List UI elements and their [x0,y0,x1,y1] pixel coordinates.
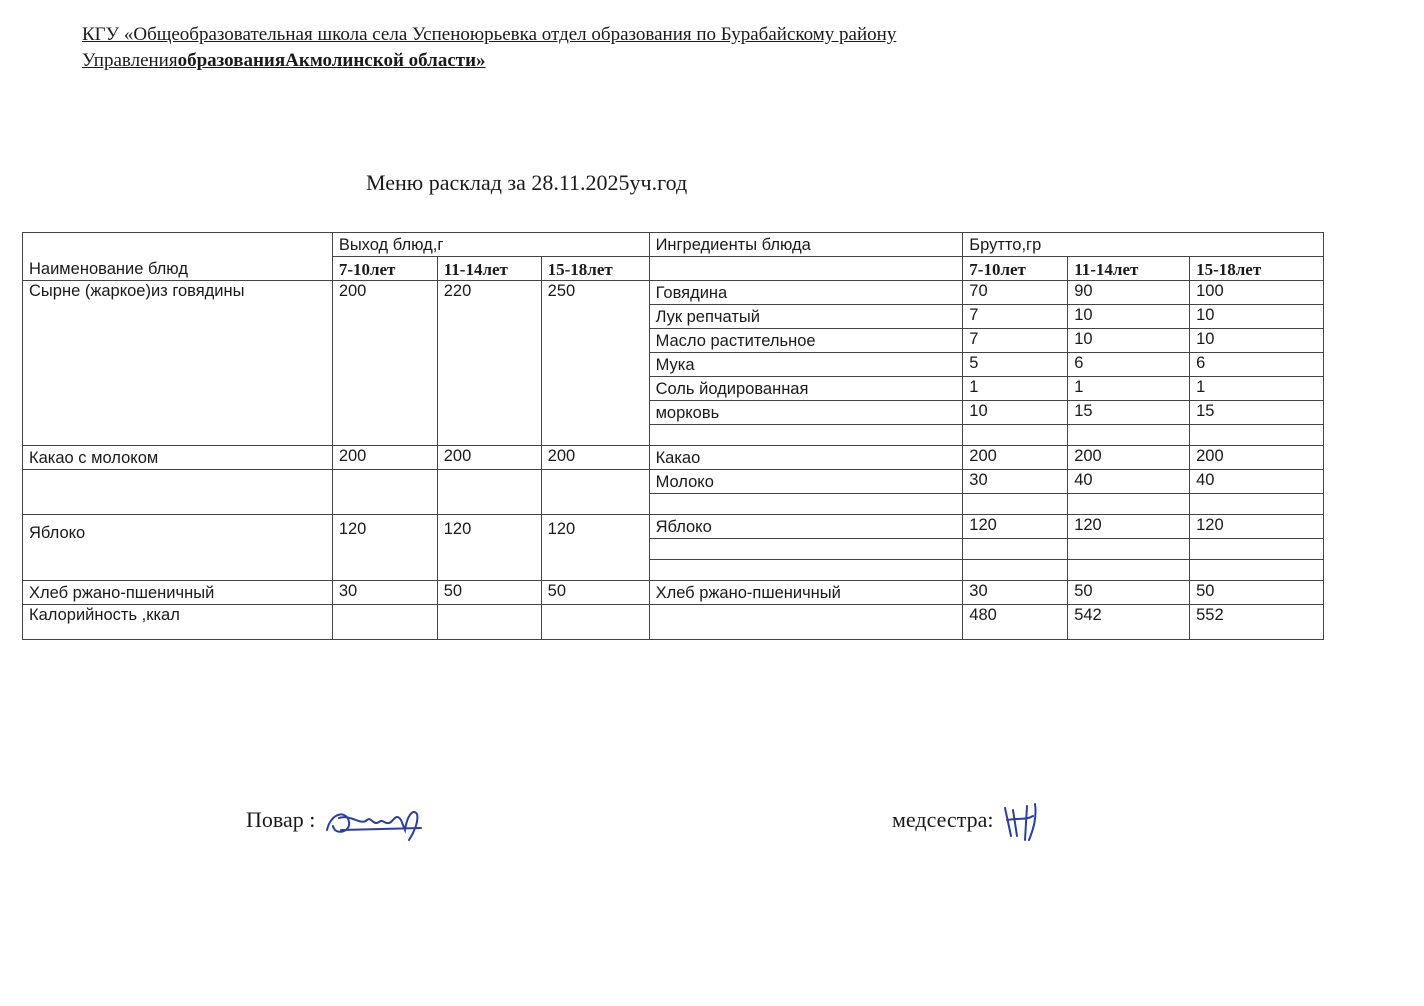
dish-output-3: 50 [541,581,649,605]
ingredient-gross-2: 90 [1068,281,1190,305]
nurse-signature-block [892,800,1049,844]
ingredient-gross-2: 10 [1068,329,1190,353]
nurse-label: медсестра: [892,807,994,833]
dish-name: Сырне (жаркое)из говядины [23,281,333,446]
ingredient-gross-1: 30 [963,470,1068,494]
page-title: Меню расклад за 28.11.2025уч.год [366,170,688,195]
ingredient-gross-3: 1 [1190,377,1324,401]
ingredient-gross-3: 10 [1190,329,1324,353]
ingredient-gross-2: 10 [1068,305,1190,329]
ingredient-gross-1: 200 [963,446,1068,470]
calories-value-1: 480 [963,605,1068,640]
header-gross-age-3: 15-18лет [1190,257,1324,281]
ingredient-gross-1: 5 [963,353,1068,377]
header-output-age-3: 15-18лет [541,257,649,281]
menu-table [22,232,1324,640]
dish-name: Яблоко [23,515,333,581]
table-row [23,581,1324,605]
ingredient-gross-3: 40 [1190,470,1324,494]
dish-output-2: 220 [437,281,541,446]
ingredient-name: Молоко [649,470,963,494]
ingredient-gross-3: 200 [1190,446,1324,470]
header-line-1: КГУ «Общеобразовательная школа села Успеноюрьевка отдел образования по Бурабайскому району [82,24,897,45]
ingredient-gross-2: 6 [1068,353,1190,377]
calories-row [23,605,1324,640]
ingredient-gross-2: 1 [1068,377,1190,401]
ingredient-gross-1: 120 [963,515,1068,539]
dish-output-3: 120 [541,515,649,581]
ingredient-gross-2: 40 [1068,470,1190,494]
header-gross-age-2: 11-14лет [1068,257,1190,281]
header-output-age-2: 11-14лет [437,257,541,281]
ingredient-gross-1: 7 [963,305,1068,329]
ingredient-name: морковь [649,401,963,425]
ingredient-name: Какао [649,446,963,470]
ingredient-gross-3: 6 [1190,353,1324,377]
ingredient-gross-2: 50 [1068,581,1190,605]
table-row [23,446,1324,470]
dish-output-1: 200 [332,281,437,446]
header-output: Выход блюд,г [332,233,649,257]
dish-output-3: 200 [541,446,649,470]
header-dish-name: Наименование блюд [23,233,333,281]
ingredient-gross-3: 50 [1190,581,1324,605]
dish-name: Какао с молоком [23,446,333,470]
ingredient-gross-3: 10 [1190,305,1324,329]
table-row [23,470,1324,494]
dish-name: Хлеб ржано-пшеничный [23,581,333,605]
calories-label: Калорийность ,ккал [23,605,333,640]
header-ingredients-blank [649,257,963,281]
dish-output-2: 50 [437,581,541,605]
cook-signature [321,800,431,844]
document-header [82,22,896,74]
ingredient-gross-2: 200 [1068,446,1190,470]
header-gross: Брутто,гр [963,233,1324,257]
ingredient-name: Хлеб ржано-пшеничный [649,581,963,605]
ingredient-name: Яблоко [649,515,963,539]
ingredient-gross-3: 100 [1190,281,1324,305]
ingredient-gross-1: 10 [963,401,1068,425]
ingredient-gross-1: 70 [963,281,1068,305]
ingredient-name: Говядина [649,281,963,305]
nurse-signature [999,800,1049,844]
ingredient-name: Мука [649,353,963,377]
dish-output-2: 120 [437,515,541,581]
ingredient-gross-2: 15 [1068,401,1190,425]
header-output-age-1: 7-10лет [332,257,437,281]
header-line-2 [82,48,896,74]
calories-value-3: 552 [1190,605,1324,640]
ingredient-name: Лук репчатый [649,305,963,329]
cook-signature-block [246,800,431,844]
ingredient-gross-3: 120 [1190,515,1324,539]
dish-output-3: 250 [541,281,649,446]
header-line-2a: Управления [82,50,178,71]
ingredient-gross-1: 1 [963,377,1068,401]
header-gross-age-1: 7-10лет [963,257,1068,281]
dish-output-2: 200 [437,446,541,470]
ingredient-gross-1: 7 [963,329,1068,353]
header-ingredients: Ингредиенты блюда [649,233,963,257]
table-row [23,515,1324,539]
cook-label: Повар : [246,807,316,833]
ingredient-name: Соль йодированная [649,377,963,401]
header-line-2b: образованияАкмолинской области» [177,50,486,71]
calories-value-2: 542 [1068,605,1190,640]
ingredient-gross-2: 120 [1068,515,1190,539]
dish-output-1: 30 [332,581,437,605]
dish-output-1: 120 [332,515,437,581]
ingredient-gross-3: 15 [1190,401,1324,425]
ingredient-name: Масло растительное [649,329,963,353]
dish-output-1: 200 [332,446,437,470]
table-row [23,281,1324,305]
ingredient-gross-1: 30 [963,581,1068,605]
